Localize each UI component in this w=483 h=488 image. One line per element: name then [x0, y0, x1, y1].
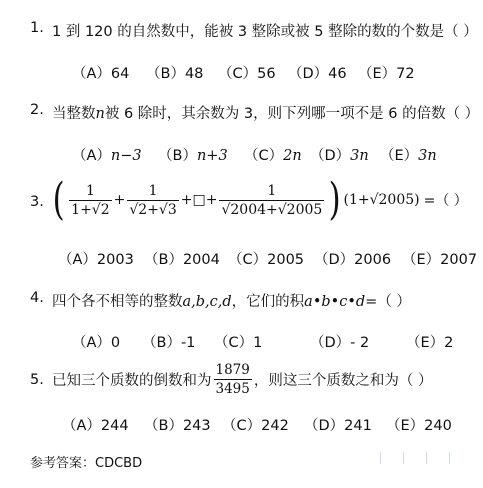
option-e: （E）240	[386, 418, 452, 434]
denominator: √2004+√2005	[221, 201, 323, 218]
product: a•b•c•d	[304, 294, 366, 310]
numerator: 1879	[215, 362, 250, 378]
mark	[403, 452, 404, 464]
variables: a,b,c,d	[182, 294, 232, 310]
option-a: （A）2003	[58, 252, 134, 268]
question-number: 1.	[30, 20, 44, 36]
option-b: （B）48	[146, 66, 204, 82]
numerator: 1	[85, 182, 95, 199]
mark	[426, 452, 427, 464]
stem-text: ，它们的积	[231, 294, 305, 310]
option-a: （A）0	[72, 335, 121, 351]
option-e: （E）2007	[402, 252, 478, 268]
option-label: （C）	[244, 148, 284, 164]
equals-blank: =（ ）	[423, 193, 468, 209]
question-stem	[52, 102, 479, 123]
stem-text: 当整数	[52, 106, 96, 122]
stem-text: =（ ）	[365, 294, 411, 310]
left-paren: (	[52, 174, 65, 225]
question-stem	[52, 362, 432, 397]
options-1	[72, 62, 415, 83]
option-expr: n−3	[110, 148, 142, 164]
option-b: （B）243	[144, 418, 211, 434]
denominator: √2+√3	[129, 201, 177, 218]
denominator: 3495	[215, 381, 250, 397]
option-c: （C）1	[214, 335, 263, 351]
stem-text: 已知三个质数的倒数和为	[52, 373, 212, 389]
denominator: 1+√2	[71, 201, 110, 218]
option-e: （E）2	[406, 335, 454, 351]
math-expression	[50, 174, 468, 225]
question-number: 2.	[30, 102, 44, 118]
fraction-1	[69, 183, 111, 218]
stem-text: ，则这三个质数之和为（ ）	[253, 373, 433, 389]
option-expr: n+3	[196, 148, 228, 164]
option-label: （D）	[310, 148, 351, 164]
ellipsis-term: +□+	[180, 192, 218, 208]
answer-key: 参考答案：CDCBD	[30, 456, 143, 471]
option-d: （D）- 2	[310, 335, 370, 351]
option-c: （C）2005	[228, 252, 305, 268]
option-expr: 2n	[283, 148, 302, 164]
options-2	[72, 144, 437, 165]
question-number: 5.	[30, 372, 44, 388]
option-label: （A）	[72, 148, 111, 164]
options-4	[72, 331, 453, 352]
question-stem	[52, 290, 411, 311]
options-5	[62, 414, 452, 435]
plus-sign: +	[113, 192, 126, 208]
option-a: （A）244	[62, 418, 129, 434]
question-number: 4.	[30, 290, 44, 306]
option-b: （B）-1	[142, 335, 196, 351]
right-paren: )	[328, 174, 341, 225]
options-3	[58, 248, 477, 269]
option-d: （D）241	[304, 418, 372, 434]
option-a	[72, 144, 158, 165]
option-d: （D）46	[288, 66, 347, 82]
fraction	[214, 362, 252, 397]
fraction-3	[219, 183, 324, 218]
option-c: （C）242	[222, 418, 289, 434]
variable-n: n	[95, 106, 105, 122]
option-expr: 3n	[418, 148, 437, 164]
option-e: （E）72	[358, 66, 415, 82]
numerator: 1	[148, 182, 158, 199]
option-label: （B）	[158, 148, 197, 164]
option-expr: 3n	[350, 148, 369, 164]
question-stem: 1 到 120 的自然数中，能被 3 整除或被 5 整除的数的个数是（ ）	[52, 24, 478, 40]
option-d	[310, 144, 380, 165]
option-b: （B）2004	[144, 252, 220, 268]
mark	[449, 452, 450, 464]
option-a: （A）64	[72, 66, 130, 82]
stem-text: 被 6 除时，其余数为 3，则下列哪一项不是 6 的倍数（ ）	[104, 106, 480, 122]
option-e	[380, 144, 437, 165]
option-label: （E）	[380, 148, 419, 164]
mark	[380, 452, 381, 464]
option-d: （D）2006	[314, 252, 392, 268]
fraction-2	[127, 183, 178, 218]
faint-marks	[380, 452, 450, 464]
numerator: 1	[267, 182, 277, 199]
question-number: 3.	[30, 194, 44, 210]
factor: (1+√2005)	[343, 192, 420, 208]
option-c: （C）56	[218, 66, 276, 82]
stem-text: 四个各不相等的整数	[52, 294, 183, 310]
option-b	[158, 144, 244, 165]
option-c	[244, 144, 310, 165]
